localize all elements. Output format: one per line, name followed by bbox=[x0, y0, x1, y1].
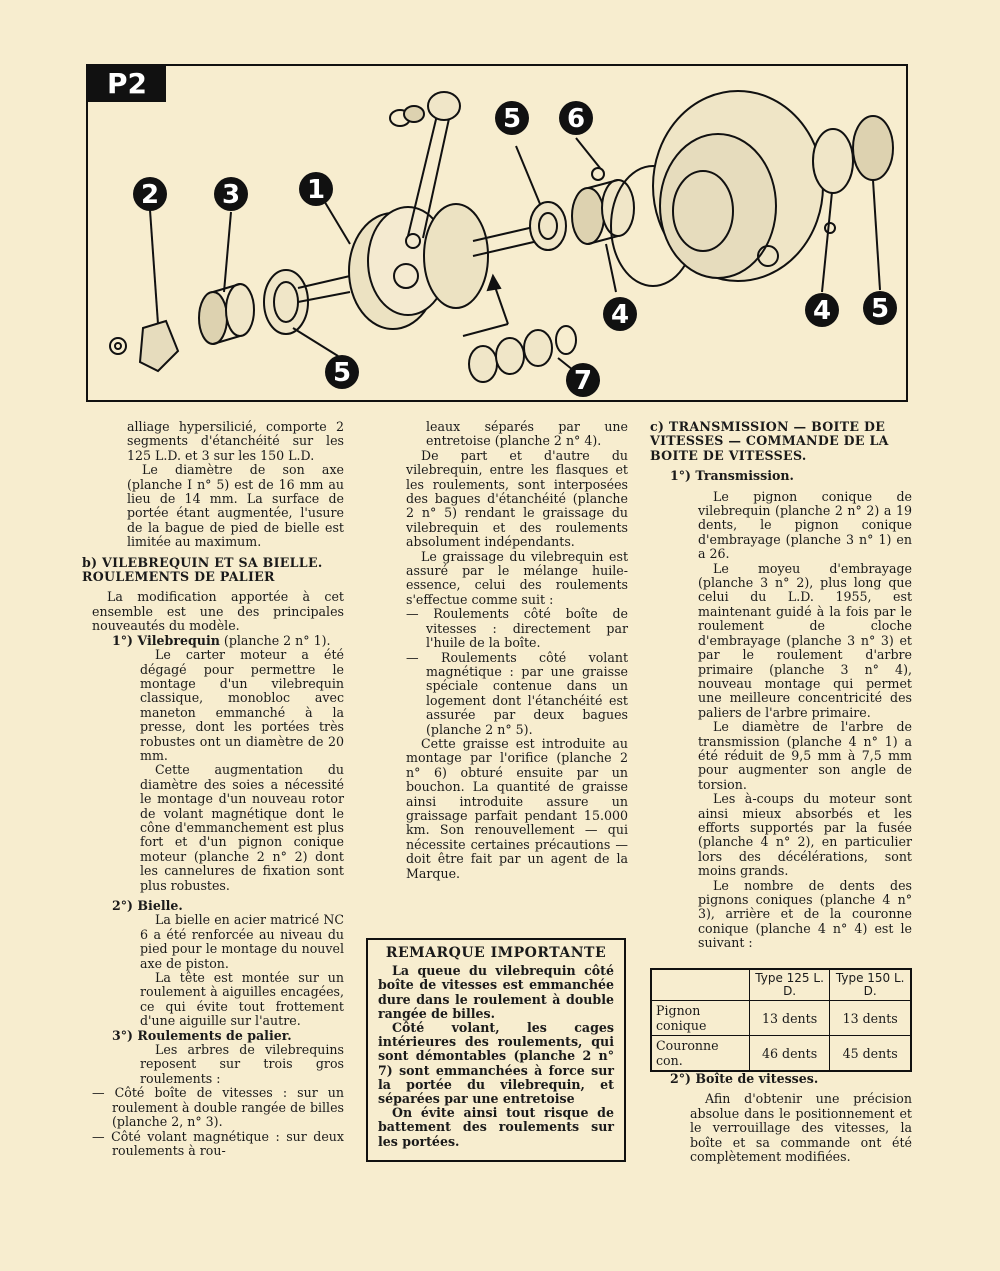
remark-paragraph: Côté volant, les cages intérieures des roulements, qui sont démontables (planche 2 n° 7) sont emmanchées à force sur la portée du vilebrequin, et séparées par une entretoise bbox=[378, 1020, 614, 1107]
paragraph: Le nombre de dents des pignons coniques (planche 4 n° 3), arrière et de la couronne conique (planche 4 n° 4) est le suivant : bbox=[698, 877, 912, 951]
paragraph: Cette augmentation du diamètre des soies a nécessité le montage d'un nouveau rotor de volant magnétique dont le cône d'emmanchement est plus fort et d'un pignon conique moteur (planche 2 n° 2) dont les cannelures de fixation sont plus robustes. bbox=[140, 762, 344, 893]
table-cell: Couronne con. bbox=[651, 1036, 749, 1072]
exploded-view-figure bbox=[86, 64, 908, 402]
subsection-transmission: 1°) Transmission. bbox=[670, 468, 794, 484]
svg-text:5: 5 bbox=[502, 104, 522, 134]
paragraph: Afin d'obtenir une précision absolue dans le positionnement et le verrouillage des vitesses, la boîte et sa commande ont été complètement modifiées. bbox=[690, 1091, 912, 1165]
callout-5-mid bbox=[495, 101, 529, 135]
plate-label: P2 bbox=[88, 66, 166, 102]
paragraph: Les arbres de vilebrequins reposent sur trois gros roulements : bbox=[140, 1042, 344, 1086]
callout-2 bbox=[133, 177, 167, 211]
svg-text:3: 3 bbox=[221, 180, 241, 210]
table-header: Type 125 L. D. bbox=[749, 969, 830, 1001]
svg-text:5: 5 bbox=[870, 294, 890, 324]
crankshaft-exploded-drawing bbox=[88, 66, 906, 400]
callout-5-right bbox=[863, 291, 897, 325]
column-3-bottom bbox=[670, 1072, 912, 1164]
column-3 bbox=[650, 420, 912, 951]
paragraph: Le carter moteur a été dégagé pour permettre le montage d'un vilebrequin classique, monobloc avec maneton emmanché à la presse, dont les portées très robustes ont un diamètre de 20 mm. bbox=[140, 647, 344, 763]
table-row bbox=[651, 1001, 911, 1036]
callout-4-right bbox=[805, 293, 839, 327]
paragraph: Cette graisse est introduite au montage par l'orifice (planche 2 n° 6) obturé ensuite par un bouchon. La quantité de graisse ainsi introduite assure un graissage parfait pendant 15.000 km. Son renouvellement — qui nécessite certaines précautions — doit être fait par un agent de la Marque. bbox=[406, 735, 628, 881]
callout-4-mid bbox=[603, 297, 637, 331]
subsection-vilebrequin: 1°) Vilebrequin (planche 2 n° 1). bbox=[112, 632, 331, 648]
svg-text:4: 4 bbox=[812, 296, 832, 326]
table-header: Type 150 L. D. bbox=[830, 969, 911, 1001]
paragraph: leaux séparés par une entretoise (planche 2 n° 4). bbox=[426, 419, 628, 449]
svg-text:4: 4 bbox=[610, 300, 630, 330]
paragraph: Les à-coups du moteur sont ainsi mieux absorbés et les efforts supportés par la fusée (planche 4 n° 2), en particulier lors des décélérations, sont moins grands. bbox=[698, 791, 912, 879]
table-cell: Pignon conique bbox=[651, 1001, 749, 1036]
remark-box bbox=[366, 938, 626, 1162]
subsection-roulements: 3°) Roulements de palier. bbox=[112, 1027, 292, 1043]
paragraph: Le pignon conique de vilebrequin (planche 2 n° 2) a 19 dents, le pignon conique d'embrayage (planche 3 n° 1) en a 26. bbox=[698, 488, 912, 562]
paragraph: La modification apportée à cet ensemble est une des principales nouveautés du modèle. bbox=[92, 589, 344, 634]
callout-6 bbox=[559, 101, 593, 135]
paragraph: Le graissage du vilebrequin est assuré par le mélange huile-essence, celui des roulements s'effectue comme suit : bbox=[406, 548, 628, 607]
callout-1 bbox=[299, 172, 333, 206]
remark-paragraph: On évite ainsi tout risque de battement des roulements sur les portées. bbox=[378, 1105, 614, 1149]
table-cell: 13 dents bbox=[749, 1001, 830, 1036]
dash-item: — Côté volant magnétique : sur deux roulements à rou- bbox=[92, 1128, 344, 1158]
remark-title: REMARQUE IMPORTANTE bbox=[385, 945, 607, 961]
paragraph: alliage hypersilicié, comporte 2 segments d'étanchéité sur les 125 L.D. et 3 sur les 150 L.D. bbox=[127, 419, 344, 463]
table-row bbox=[651, 1036, 911, 1072]
paragraph: Le moyeu d'embrayage (planche 3 n° 2), plus long que celui du L.D. 1955, est maintenant guidé à la fois par le roulement de cloche d'embrayage (planche 3 n° 3) et par le roulement d'arbre primaire (planche 3 n° 4), nouveau montage qui permet une meilleure concentricité des paliers de l'arbre primaire. bbox=[698, 560, 912, 720]
section-heading-b: b) VILEBREQUIN ET SA BIELLE. ROULEMENTS DE PALIER bbox=[82, 554, 323, 585]
callout-7 bbox=[566, 363, 600, 397]
table-cell: 45 dents bbox=[830, 1036, 911, 1072]
subsection-bielle: 2°) Bielle. bbox=[112, 898, 183, 913]
svg-text:7: 7 bbox=[573, 366, 593, 396]
section-heading-c: c) TRANSMISSION — BOITE DE VITESSES — COMMANDE DE LA BOITE DE VITESSES. bbox=[650, 419, 889, 463]
column-2 bbox=[406, 420, 628, 881]
dash-item: — Roulements côté boîte de vitesses : directement par l'huile de la boîte. bbox=[406, 606, 628, 651]
table-cell: 13 dents bbox=[830, 1001, 911, 1036]
paragraph: Le diamètre de l'arbre de transmission (planche 4 n° 1) a été réduit de 9,5 mm à 7,5 mm pour augmenter son angle de torsion. bbox=[698, 719, 912, 792]
svg-text:2: 2 bbox=[140, 180, 160, 210]
dash-item: — Côté boîte de vitesses : sur un roulement à double rangée de billes (planche 2, n° 3). bbox=[92, 1085, 344, 1130]
svg-text:1: 1 bbox=[306, 175, 326, 205]
remark-paragraph: La queue du vilebrequin côté boîte de vitesses est emmanchée dure dans le roulement à double rangée de billes. bbox=[378, 963, 614, 1021]
paragraph: De part et d'autre du vilebrequin, entre les flasques et les roulements, sont interposées des bagues d'étanchéité (planche 2 n° 5) rendant le graissage du vilebrequin et des roulements absolument indépendants. bbox=[406, 447, 628, 550]
dash-item: — Roulements côté volant magnétique : par une graisse spéciale contenue dans un logement dont l'étanchéité est assurée par deux bagues (planche 2 n° 5). bbox=[406, 649, 628, 737]
subsection-boite: 2°) Boîte de vitesses. bbox=[670, 1071, 819, 1086]
svg-text:5: 5 bbox=[332, 358, 352, 388]
table-header-row bbox=[651, 969, 911, 1001]
callout-5-left bbox=[325, 355, 359, 389]
teeth-count-table bbox=[650, 968, 912, 1072]
paragraph: La bielle en acier matricé NC 6 a été renforcée au niveau du pied pour le montage du nouvel axe de piston. bbox=[140, 912, 344, 971]
table-header bbox=[651, 969, 749, 1001]
paragraph: Le diamètre de son axe (planche I n° 5) est de 16 mm au lieu de 14 mm. La surface de portée étant augmentée, l'usure de la bague de pied de bielle est limitée au maximum. bbox=[127, 462, 344, 550]
table-cell: 46 dents bbox=[749, 1036, 830, 1072]
callout-3 bbox=[214, 177, 248, 211]
column-1 bbox=[82, 419, 344, 1158]
svg-text:6: 6 bbox=[566, 104, 586, 134]
paragraph: La tête est montée sur un roulement à aiguilles encagées, ce qui évite tout frottement d'une aiguille sur l'autre. bbox=[140, 970, 344, 1029]
